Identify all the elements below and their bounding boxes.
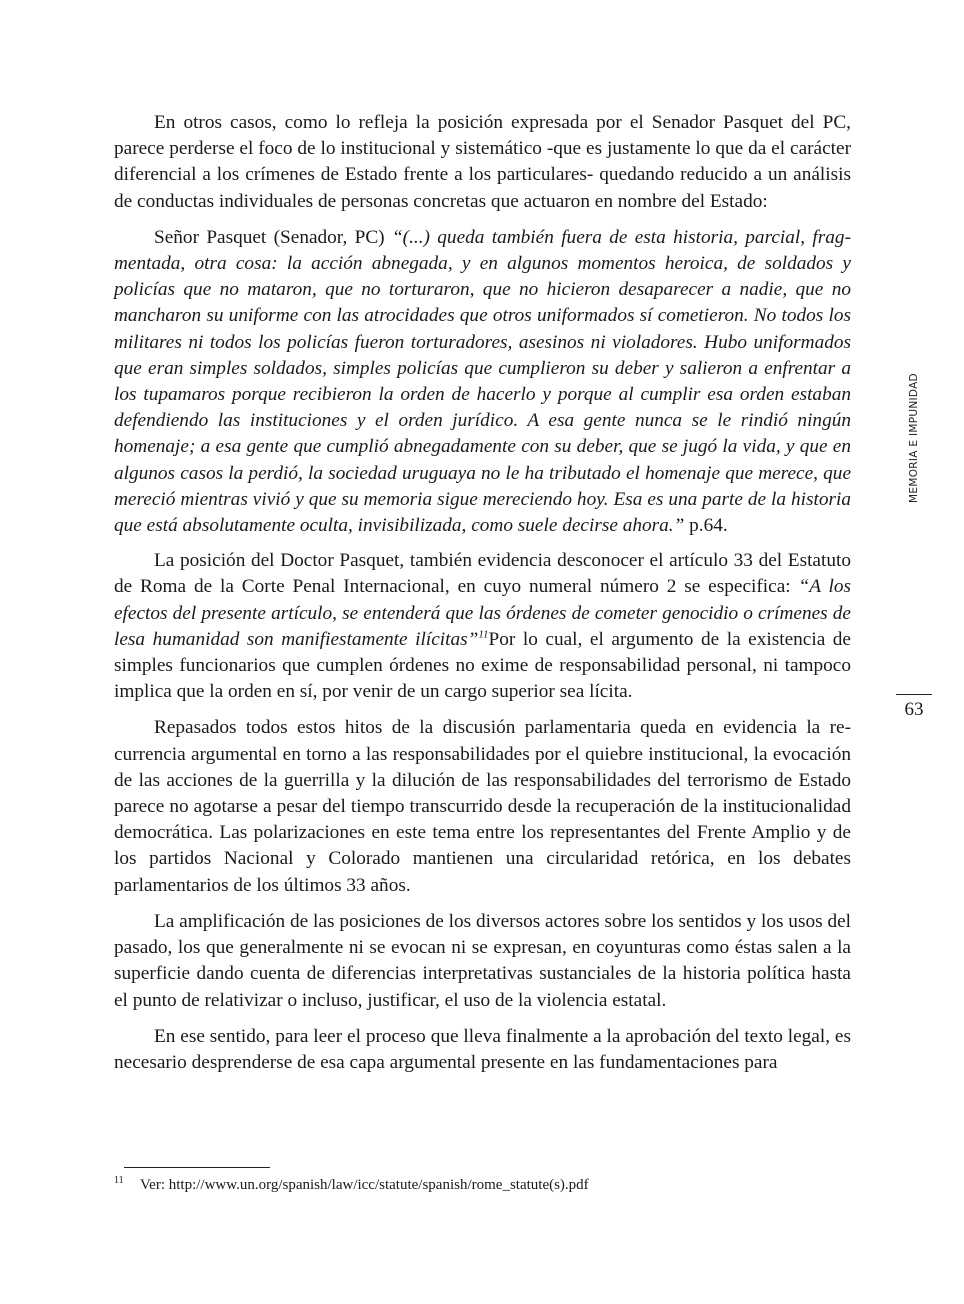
paragraph-3-intro: La posición del Doctor Pasquet, también evidencia desconocer el artículo 33 del Estatuto de Roma de la Corte Penal Internacional, en cuyo numeral número 2 se especifica: <box>114 550 851 598</box>
paragraph-5: La amplificación de las posiciones de los diversos actores sobre los sentidos y los usos del pasado, los que generalmente ni se evocan ni se expresan, en coyunturas como éstas salen a la superficie dando cuenta de diferencias interpretativas sustanciales de la historia política hasta el punto de relativizar o incluso, justificar, el uso de la violencia estatal. <box>114 910 851 1011</box>
page-number-rule <box>896 694 932 695</box>
footnote-separator <box>124 1167 270 1168</box>
footnote-text: Ver: http://www.un.org/spanish/law/icc/statute/spanish/rome_statute(s).pdf <box>140 1177 589 1193</box>
footnote: 11 Ver: http://www.un.org/spanish/law/icc/statute/spanish/rome_statute(s).pdf <box>114 1175 589 1193</box>
quote-citation: p.64. <box>684 515 728 537</box>
statute-quote: “A los efectos del presente artículo, se entenderá que las órdenes de cometer genocidio o crímenes de lesa humanidad son manifiestamente ilícitas” <box>114 576 851 650</box>
body-text <box>114 110 851 1086</box>
page-number: 63 <box>904 699 924 720</box>
paragraph-quote-pasquet <box>114 225 851 539</box>
paragraph-3 <box>114 548 851 705</box>
quote-text: “(...) queda también fuera de esta historia, parcial, fragmentada, otra cosa: la acción abnegada, y en algunos momentos heroica, de soldados y policías que no mataron, que no torturaron, que no hicieron desaparecer a nadie, que no mancharon su uniforme con las atrocidades que otros uniformados sí cometieron. No todos los militares ni todos los policías fueron torturadores, asesinos ni violadores. Hubo uniformados que eran simples soldados, simples policías que cumplieron su deber y salieron a enfrentar a los tupamaros porque recibieron la orden de hacerlo y porque al cumplir esa orden estaban defendiendo las instituciones y el orden jurídico. A esa gente nunca se le rindió ningún homenaje; a esa gente que cumplió abnegadamente con su deber, que se jugó la vida, y que en algunos casos la perdió, la sociedad uruguaya no le ha tributado el homenaje que merece, que mereció mientras vivió y que su memoria sigue mereciendo hoy. Esa es una parte de la historia que está absolutamente oculta, invisibilizada, como suele decirse ahora.” <box>114 226 851 537</box>
paragraph-4: Repasados todos estos hitos de la discusión parlamentaria queda en evidencia la recurrencia argumental en torno a las responsabilidades por el quiebre institucional, la evocación de las acciones de la guerrilla y la dilución de las responsabilidades del terrorismo de Estado parece no agotarse a pesar del tiempo transcurrido desde la recuperación de la institucionalidad democrática. Las polarizaciones en este tema entre los representantes del Frente Amplio y de los partidos Nacional y Colorado mantienen una circularidad retórica, en los debates parlamentarios de los últimos 33 años. <box>114 717 851 896</box>
footnote-reference: 11 <box>478 628 489 641</box>
paragraph-3-rest: Por lo cual, el argumento de la existencia de simples funcionarios que cumplen órdenes no exime de responsabilidad personal, ni tampoco implica que la orden en sí, por venir de un cargo superior sea lícita. <box>114 628 851 703</box>
running-title: MEMORIA E IMPUNIDAD <box>908 373 920 503</box>
quote-speaker: Señor Pasquet (Senador, PC) <box>154 226 392 248</box>
paragraph-1: En otros casos, como lo refleja la posición expresada por el Senador Pasquet del PC, parece perderse el foco de lo institucional y sistemático -que es justamente lo que da el carácter diferencial a los crímenes de Estado frente a los particulares- quedando reducido a un análisis de conductas individuales de personas concretas que actuaron en nombre del Estado: <box>114 112 851 212</box>
paragraph-6: En ese sentido, para leer el proceso que lleva finalmente a la aprobación del texto legal, es necesario desprenderse de esa capa argumental presente en las fundamentaciones para <box>114 1025 851 1073</box>
